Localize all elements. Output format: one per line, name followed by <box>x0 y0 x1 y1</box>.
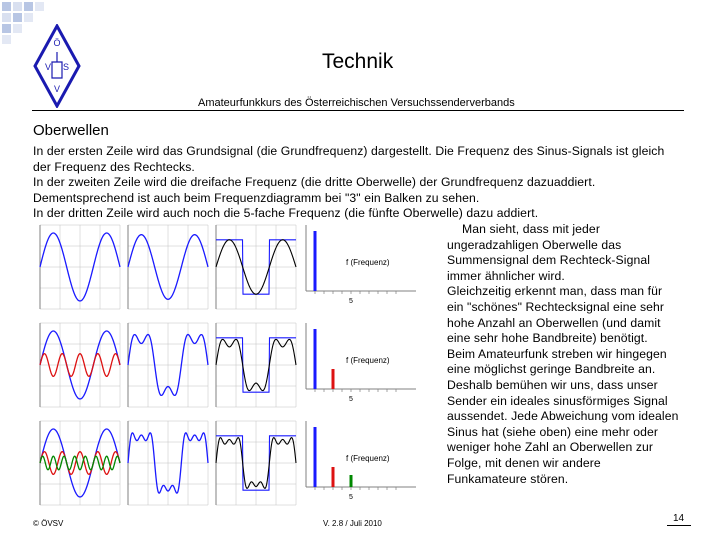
page-number: 14 <box>673 513 685 524</box>
corner-square <box>13 13 22 22</box>
corner-square <box>24 2 33 11</box>
spectrum-bar-harmonic-3 <box>332 369 335 389</box>
explanation-line: Sender ein ideales sinusförmiges Signal <box>447 393 668 408</box>
explanation-line: Folge, mit denen wir andere <box>447 455 601 470</box>
corner-square <box>2 13 11 22</box>
corner-square <box>13 2 22 11</box>
explanation-line: Summensignal dem Rechteck-Signal <box>447 253 651 268</box>
svg-text:S: S <box>62 62 70 72</box>
explanation-text <box>447 222 702 487</box>
explanation-line: eine möglichst geringe Bandbreite an. <box>447 362 656 377</box>
page-subtitle: Amateurfunkkurs des Österreichischen Versuchssenderverbands <box>198 97 515 109</box>
intro-line: der Frequenz des Rechtecks. <box>33 159 195 174</box>
corner-square <box>24 13 33 22</box>
explanation-line: Beim Amateurfunk streben wir hingegen <box>447 346 667 361</box>
version-date: V. 2.8 / Juli 2010 <box>323 519 382 528</box>
spectrum-bar-harmonic-1 <box>314 231 317 291</box>
spectrum-tick-label: 5 <box>349 494 353 501</box>
intro-text <box>33 144 703 222</box>
explanation-line: Funkamateure stören. <box>447 471 569 486</box>
svg-text:Ö: Ö <box>53 38 61 48</box>
explanation-line: hohe Anzahl an Oberwellen (und damit <box>447 315 661 330</box>
spectrum-tick-label: 5 <box>349 298 353 305</box>
header-divider <box>32 110 684 111</box>
spectrum-frequency-label: f (Frequenz) <box>346 454 390 463</box>
explanation-line: Deshalb bemühen wir uns, dass unser <box>447 377 658 392</box>
spectrum-bar-harmonic-1 <box>314 427 317 487</box>
spectrum-bar-harmonic-1 <box>314 329 317 389</box>
spectrum-frequency-label: f (Frequenz) <box>346 258 390 267</box>
explanation-line: eine sehr hohe Bandbreite) benötigt. <box>447 331 648 346</box>
explanation-line: Sinus hat (siehe oben) eine mehr oder <box>447 424 659 439</box>
corner-square <box>13 24 22 33</box>
page-number-underline <box>667 525 691 526</box>
svg-text:V: V <box>44 62 52 72</box>
explanation-line: Man sieht, dass mit jeder <box>462 222 600 236</box>
spectrum-bar-harmonic-5 <box>350 475 353 487</box>
section-heading: Oberwellen <box>33 122 109 139</box>
ovsv-logo <box>33 24 81 108</box>
spectrum-bar-harmonic-3 <box>332 467 335 487</box>
svg-text:V: V <box>53 84 61 94</box>
corner-square <box>2 24 11 33</box>
intro-line: Dementsprechend ist auch beim Frequenzdiagramm bei "3" ein Balken zu sehen. <box>33 190 480 205</box>
explanation-line: immer ähnlicher wird. <box>447 268 565 283</box>
corner-square <box>2 2 11 11</box>
explanation-line: ungeradzahligen Oberwelle das <box>447 237 622 252</box>
copyright: © ÖVSV <box>33 519 64 528</box>
intro-line: In der dritten Zeile wird auch noch die 5-fache Frequenz (die fünfte Oberwelle) dazu addiert. <box>33 206 539 221</box>
corner-square <box>35 2 44 11</box>
corner-square <box>2 35 11 44</box>
harmonics-figure <box>38 222 428 518</box>
spectrum-tick-label: 5 <box>349 396 353 403</box>
page-title: Technik <box>322 50 394 73</box>
spectrum-frequency-label: f (Frequenz) <box>346 356 390 365</box>
explanation-line: Gleichzeitig erkennt man, dass man für <box>447 284 663 299</box>
explanation-line: aussendet. Jede Abweichung vom idealen <box>447 409 679 424</box>
intro-line: In der ersten Zeile wird das Grundsignal (die Grundfrequenz) dargestellt. Die Frequenz des Sinus-Signals ist gleich <box>33 144 665 158</box>
explanation-line: weniger hohe Zahl an Oberwellen zur <box>447 440 654 455</box>
intro-line: In der zweiten Zeile wird die dreifache Frequenz (die dritte Oberwelle) der Grundfrequenz dazuaddiert. <box>33 175 596 190</box>
explanation-line: ein "schönes" Rechtecksignal eine sehr <box>447 299 665 314</box>
